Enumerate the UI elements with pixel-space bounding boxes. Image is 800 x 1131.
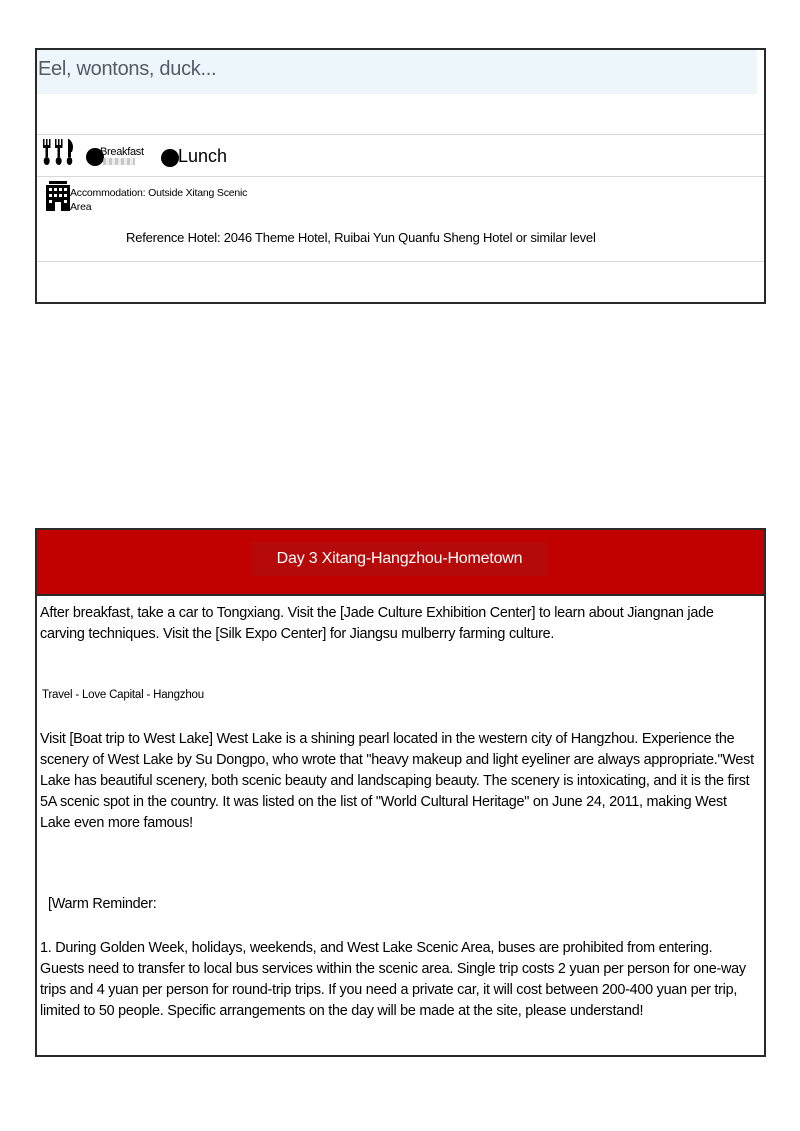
hotel-icon (44, 181, 72, 211)
header-divider (37, 594, 764, 596)
meals-row (37, 134, 764, 176)
blurred-mark (103, 158, 135, 165)
reference-hotel-text: Reference Hotel: 2046 Theme Hotel, Ruibai Yun Quanfu Sheng Hotel or similar level (126, 230, 596, 245)
meal-accommodation-card (35, 48, 766, 304)
accommodation-row (37, 177, 764, 261)
lunch-label: Lunch (178, 146, 228, 166)
bullet-icon (161, 149, 179, 167)
search-field[interactable] (37, 50, 757, 94)
divider (37, 261, 764, 262)
cutlery-icon (42, 138, 78, 166)
day3-itinerary-card (35, 528, 766, 1057)
travel-route: Travel - Love Capital - Hangzhou (42, 689, 204, 701)
reminder-paragraph: 1. During Golden Week, holidays, weekends, and West Lake Scenic Area, buses are prohibited from entering. Guests need to transfer to local bus services within the scenic area. Single trip costs 2 yuan per person for one-way trips and 4 yuan per person for round-trip trips. If you need a private car, it will cost between 200-400 yuan per trip, limited to 50 people. Specific arrangements on the day will be made at the site, please understand! (40, 940, 746, 1019)
reminder-title: [Warm Reminder: (48, 896, 157, 912)
search-placeholder: Eel, wontons, duck... (38, 58, 217, 80)
day-header (37, 530, 764, 594)
day-title: Day 3 Xitang-Hangzhou-Hometown (276, 550, 523, 567)
intro-paragraph: After breakfast, take a car to Tongxiang. Visit the [Jade Culture Exhibition Center] to learn about Jiangnan jade carving techniques. Visit the [Silk Expo Center] for Jiangsu mulberry farming culture. (40, 605, 714, 642)
day-title-badge (251, 542, 548, 576)
accommodation-label: Accommodation: Outside Xitang Scenic Area (70, 187, 248, 213)
west-lake-paragraph: Visit [Boat trip to West Lake] West Lake is a shining pearl located in the western city of Hangzhou. Experience the scenery of West Lake by Su Dongpo, who wrote that "heavy makeup and light eyeliner are always appropriate."West Lake has beautiful scenery, both scenic beauty and landscaping beauty. The scenery is intoxicating, and it is the first 5A scenic spot in the country. It was listed on the list of "World Cultural Heritage" on June 24, 2011, making West Lake even more famous! (40, 731, 754, 831)
breakfast-label: Breakfast (100, 146, 144, 158)
